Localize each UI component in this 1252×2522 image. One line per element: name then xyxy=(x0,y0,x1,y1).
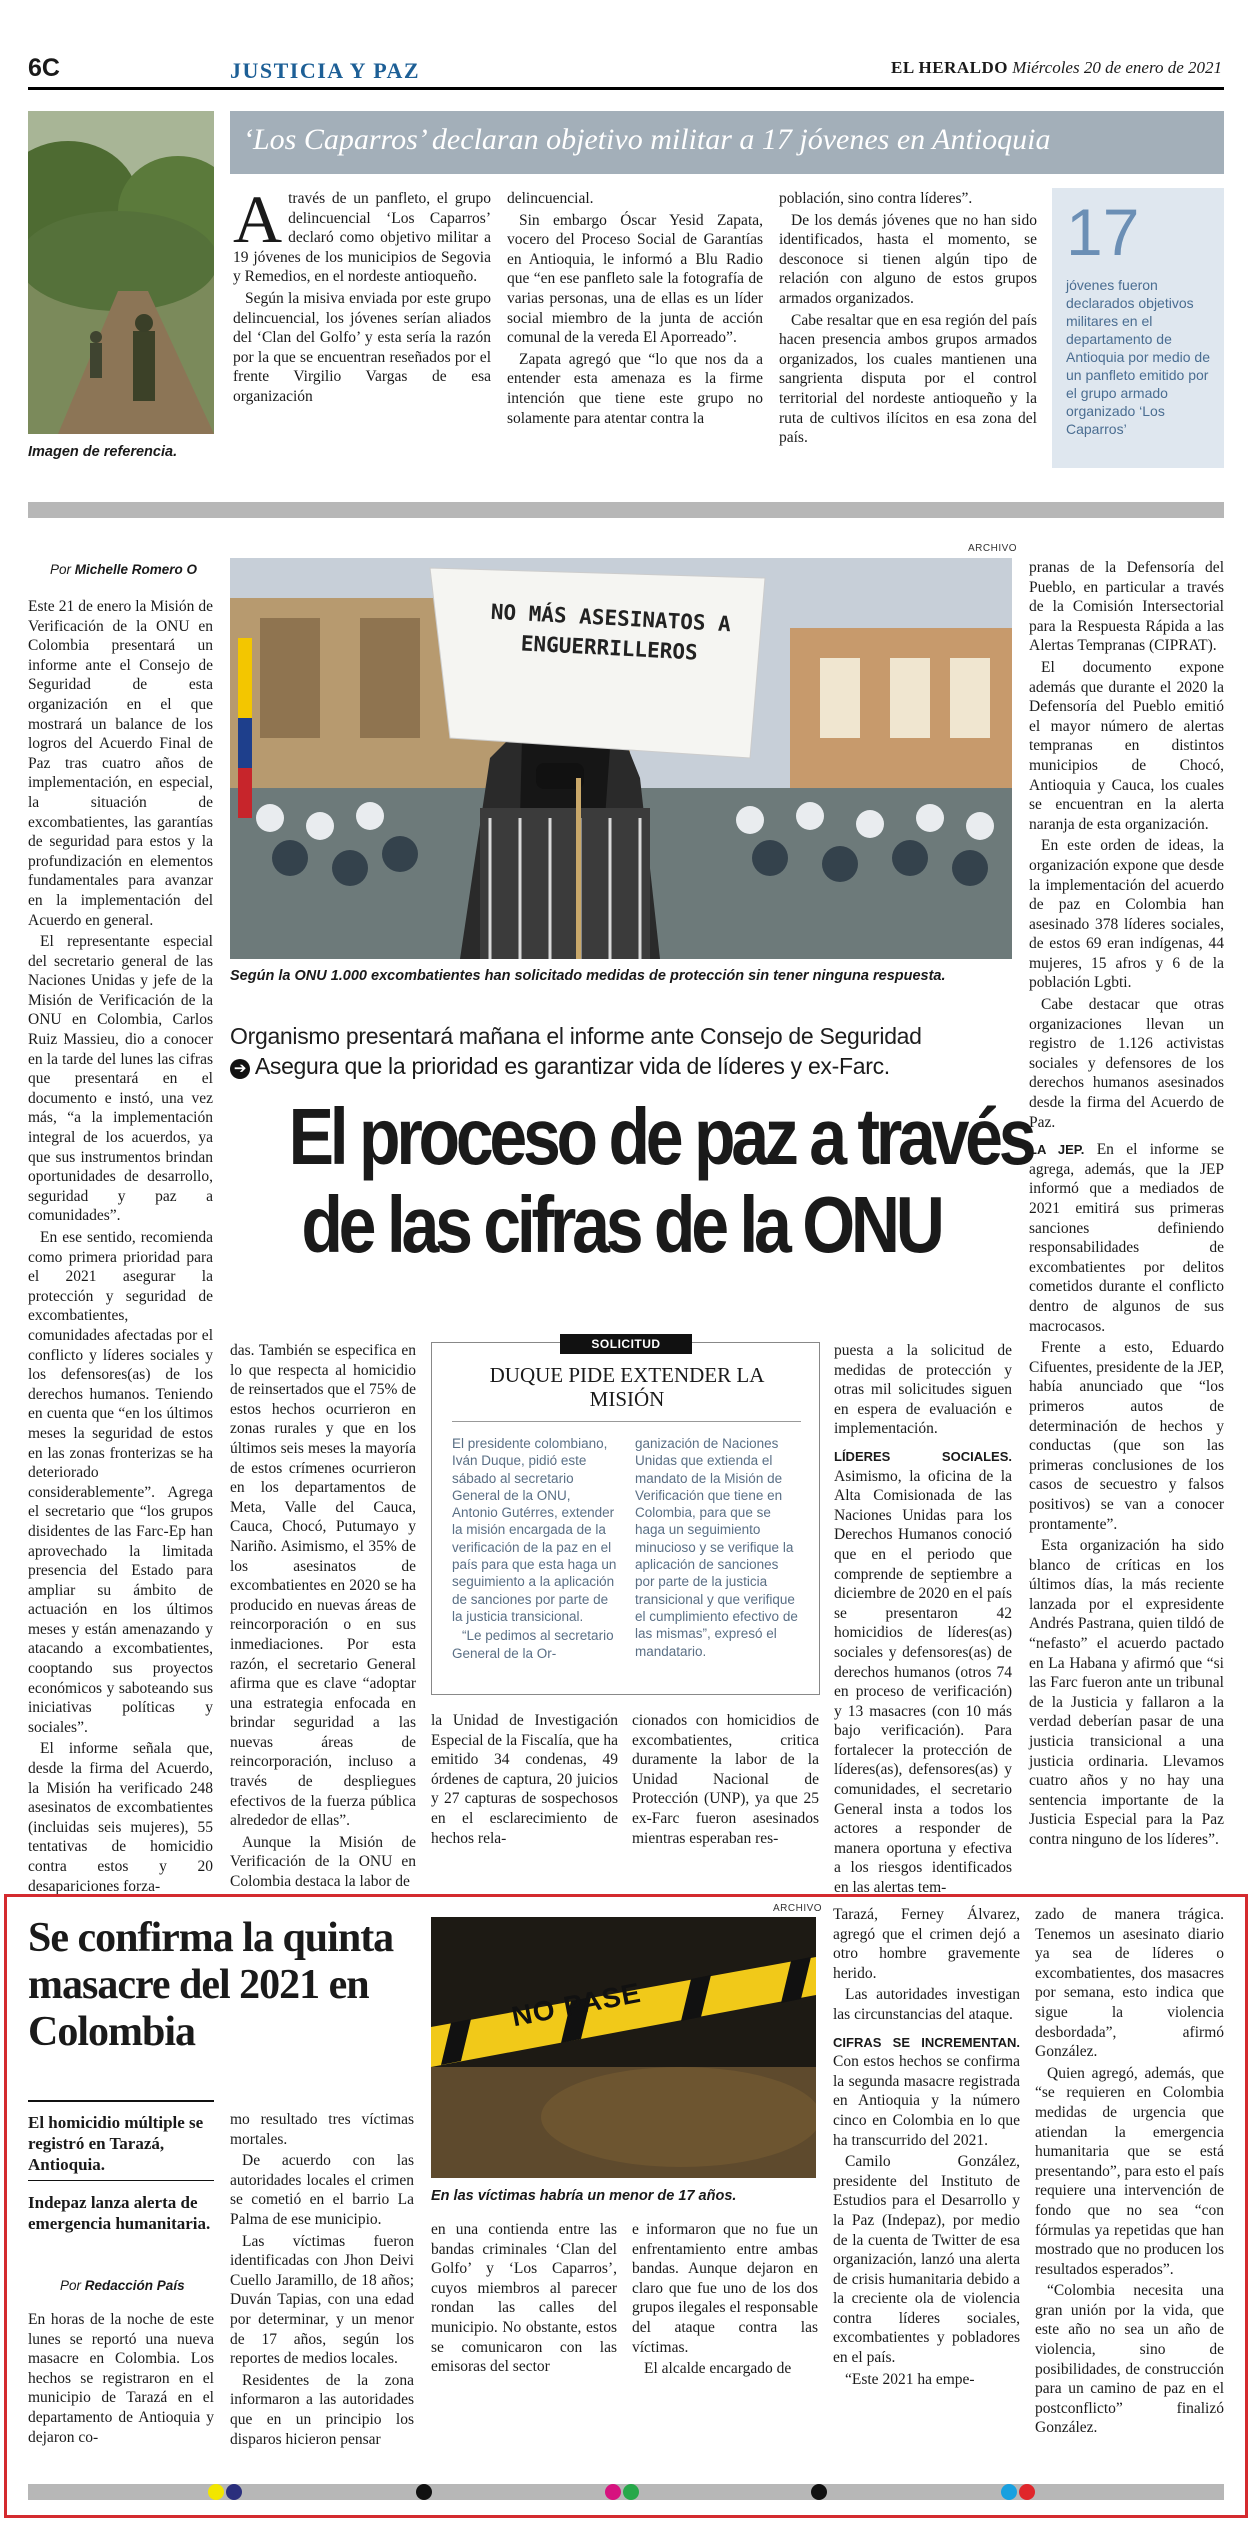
main-kicker: Organismo presentará mañana el informe ante Consejo de Seguridad xyxy=(230,1023,922,1049)
mid-col3-p1: cionados con homicidios de excombatientes, critica duramente la labor de la Unidad Nacional de Protección (UNP), ya que 25 ex-Farc fueron asesinados mientras esperaban res- xyxy=(632,1712,819,1847)
main-photo-caption: Según la ONU 1.000 excombatientes han solicitado medidas de protección sin tener ninguna respuesta. xyxy=(230,968,946,984)
mid-col2-p1: la Unidad de Investigación Especial de la Fiscalía, que ha emitido 34 condenas, 49 órdenes de captura, 20 juicios y 27 capturas de sospechosos en el esclarecimiento de hechos rela- xyxy=(431,1712,618,1847)
byline-prefix: Por xyxy=(50,562,72,577)
registration-dot-black-2 xyxy=(811,2484,827,2500)
fact-number: 17 xyxy=(1066,195,1140,269)
box-col1-p2: “Le pedimos al secretario General de la Or- xyxy=(452,1628,614,1661)
runin-jep: LA JEP. xyxy=(1029,1142,1085,1158)
bottom-col6-p1: zado de manera trágica. Tenemos un asesinato diario ya sea de líderes o excombatientes, dos masacres por semana, esto indica que sigue la violencia desbordada”, afirmó González. xyxy=(1035,1906,1224,2061)
top-col3-p2: De los demás jóvenes que no han sido identificados, hasta el momento, se desconoce si tienen algún tipo de relación con alguno de estos grupos armados organizados. xyxy=(779,211,1037,307)
main-mid-col2 xyxy=(431,1711,618,1850)
bottom-subhead1: El homicidio múltiple se registró en Tarazá, Antioquia. xyxy=(28,2113,204,2174)
top-divider-bar xyxy=(28,502,1224,518)
bottom-byline xyxy=(60,2278,185,2293)
bottom-col2-p1: mo resultado tres víctimas mortales. xyxy=(230,2111,414,2148)
runin-lideres: LÍDERES SOCIALES. xyxy=(834,1448,1012,1464)
tape-text: NO PASE xyxy=(509,1976,644,2033)
bottom-col5-p5: “Este 2021 ha empe- xyxy=(845,2370,975,2388)
right-col-p7: Esta organización ha sido blanco de críticas en los últimos días, la más reciente lanzada por el expresidente Andrés Pastrana, quien tildó de “nefasto” el acuerdo pactado en La Habana y afirmó que “si las Farc fueron ante un tribunal de la Justicia y fallaron a la verdad deberían pasar de una justicia transicional a una justicia ordinaria. Llevamos cuatro años y no hay una sentencia importante de la Justicia Especial para la Paz contra ninguno de los líderes”. xyxy=(1029,1537,1224,1848)
bottom-col6-p2: Quien agregó, además, que “se requieren en Colombia medidas de urgencia que atiendan la emergencia humanitaria que se está presentando”, para esto el país requiere una intervención de fondo que no sea “con fórmulas ya repetidas que han mostrado que no producen los resultados esperados”. xyxy=(1035,2064,1224,2278)
top-col2-p2: Sin embargo Óscar Yesid Zapata, vocero del Proceso Social de Garantías en Antioquia, le informó a Blu Radio que “en ese panfleto sale la fotografía de varias personas, una de ellas es un líder social miembro de la junta de acción comunal de la vereda El Aporreado”. xyxy=(507,211,763,347)
masthead-name: EL HERALDO xyxy=(891,58,1008,77)
bottom-headline: Se confirma la quinta masacre del 2021 en Colombia xyxy=(28,1915,394,2055)
main-byline xyxy=(50,562,197,577)
registration-dot-black xyxy=(416,2484,432,2500)
main-headline-line1: El proceso de paz a través xyxy=(288,1092,1033,1181)
top-col3-p1: población, sino contra líderes”. xyxy=(779,190,973,207)
masthead-date xyxy=(891,58,1222,78)
box-col1-p1: El presidente colombiano, Iván Duque, pidió este sábado al secretario General de la ONU, Antonio Gutérres, extender la misión encargada de la verificación de la paz en el país para que esta haga un seguimiento a la aplicación de sanciones por parte de la justicia transicional. xyxy=(452,1436,617,1624)
registration-dot-cyan xyxy=(1001,2484,1017,2500)
bottom-col5-p3: Con estos hechos se confirma la segunda masacre registrada en Antioquia y la número cinco en Colombia en lo que ha transcurrido del 2021. xyxy=(833,2053,1020,2149)
right-col-p4: Cabe destacar que otras organizaciones llevan un registro de 1.126 activistas sociales y defensores de los derechos humanos asesinados desde la firma del Acuerdo de Paz. xyxy=(1029,996,1224,1131)
bottom-col1 xyxy=(28,2310,214,2449)
arrow-circle-icon: ➔ xyxy=(230,1059,250,1079)
bottom-col6-p3: “Colombia necesita una gran unión por la vida, que este año no sea un año de violencia, sino de posibilidades, de construcción para un camino de paz en el postconflicto” finalizó González. xyxy=(1035,2282,1224,2437)
issue-date: Miércoles 20 de enero de 2021 xyxy=(1012,58,1222,77)
footer-bar xyxy=(28,2484,1224,2500)
mid-col1-p1: das. También se especifica en lo que respecta al homicidio de reinsertados que el 75% de estos hechos ocurrieron en zonas rurales y que en los últimos seis meses la mayoría de estos crímenes ocurrieron en los departamentos de Meta, Valle del Cauca, Cauca, Chocó, Putumayo y Nariño. Asimismo, el 35% de los asesinatos de excombatientes en 2020 se ha producido en nuevas áreas de reincorporación o en sus inmediaciones. Por esta razón, el secretario General afirma que es clave “adoptar una estrategia enfocada en brindar seguridad a las nuevas áreas de reincorporación, incluso a través de despliegues efectivos de la fuerza pública alrededor de ellas”. xyxy=(230,1342,416,1830)
bottom-rule1 xyxy=(28,2100,214,2102)
bottom-photo-caption: En las víctimas habría un menor de 17 años. xyxy=(431,2188,737,2204)
top-col1 xyxy=(233,181,491,409)
page-number: 6C xyxy=(28,54,60,82)
bottom-byline-prefix: Por xyxy=(60,2278,82,2293)
bottom-col2-p4: Residentes de la zona informaron a las autoridades que en un principio los disparos hicieron pensar xyxy=(230,2371,414,2448)
registration-dot-navy xyxy=(226,2484,242,2500)
top-col3-p3: Cabe resaltar que en esa región del país hacen presencia ambos grupos armados organizados, los cuales mantienen una sangrienta disputa por el control territorial del nordeste antioqueño y la ruta de cultivos ilícitos en esa zona del país. xyxy=(779,311,1037,447)
bottom-photo-credit: ARCHIVO xyxy=(773,1903,823,1914)
registration-dot-yellow xyxy=(208,2484,224,2500)
protest-sign-text: NO MÁS ASESINATOS A ENGUERRILLEROS xyxy=(490,599,732,665)
tape-illustration xyxy=(431,1917,816,2178)
byline-name: Michelle Romero O xyxy=(74,562,198,577)
top-col2 xyxy=(507,189,763,430)
mid-col1-p2: Aunque la Misión de Verificación de la ONU en Colombia destaca la labor de xyxy=(230,1833,416,1891)
main-left-p1: Este 21 de enero la Misión de Verificación de la ONU en Colombia presentará un informe ante el Consejo de Seguridad de esta organización en el que mostrará un balance de los logros del Acuerdo Final de Paz tras cuatro años de implementación, en especial, la situación de excombatientes, las garantías de seguridad para estos y la profundización en elementos fundamentales para avanzar en la implementación del Acuerdo en general. xyxy=(28,598,213,929)
top-col3 xyxy=(779,189,1037,450)
bottom-col2-p2: De acuerdo con las autoridades locales el crimen se cometió en el barrio La Palma de ese municipio. xyxy=(230,2152,414,2228)
registration-dot-magenta xyxy=(605,2484,621,2500)
registration-dot-red xyxy=(1019,2484,1035,2500)
main-deck xyxy=(230,1053,890,1080)
mid-col4-p2: Asimismo, la oficina de la Alta Comisionada de las Naciones Unidas para los Derechos Humanos conoció que en el periodo que comprende de septiembre a diciembre de 2020 en el país se presentaron 42 homicidios de líderes(as) sociales y defensores(as) de derechos humanos (otros 74 en proceso de verificación) y 13 masacres (con 10 más bajo verificación). Para fortalecer la protección de líderes(as), defensores(as) y comunidades, el secretario General insta a todos los actores a responder de manera oportuna y efectiva a los riesgos identificados en las alertas tem- xyxy=(834,1467,1012,1897)
right-col-p6: Frente a esto, Eduardo Cifuentes, presidente de la JEP, había anunciado que “los primeros autos de determinación de hechos y conductas (que son las primeras conclusiones de los casos de secuestro y falsos positivos) se van a conocer prontamente”. xyxy=(1029,1339,1224,1533)
main-right-col xyxy=(1029,558,1224,1852)
main-headline-line2: de las cifras de la ONU xyxy=(301,1180,941,1269)
fact-text: jóvenes fueron declarados objetivos militares en el departamento de Antioquia por medio de un panfleto emitido por el grupo armado organizado ‘Los Caparros’ xyxy=(1066,277,1210,437)
bottom-col4 xyxy=(632,2220,818,2381)
main-headline xyxy=(288,1092,1033,1269)
box-label: SOLICITUD xyxy=(560,1334,692,1354)
bottom-col5-text xyxy=(833,1905,1020,2391)
bottom-col3 xyxy=(431,2220,617,2379)
box-title: DUQUE PIDE EXTENDER LA MISIÓN xyxy=(489,1363,765,1411)
right-col-p2: El documento expone además que durante el 2020 la Defensoría del Pueblo emitió el mayor número de alertas tempranas en distintos municipios de Chocó, Antioquia y Cauca, los cuales se encuentran en la alerta naranja de esta organización. xyxy=(1029,658,1224,833)
mid-col4-p1: puesta a la solicitud de medidas de protección y otras mil solicitudes siguen en espera de evaluación e implementación. xyxy=(834,1342,1012,1438)
soldier-illustration xyxy=(28,111,214,434)
bottom-col4-p2: El alcalde encargado de xyxy=(644,2360,792,2378)
fact-sidebar xyxy=(1052,188,1224,468)
tape-photo xyxy=(431,1917,816,2178)
right-col-p1: pranas de la Defensoría del Pueblo, en particular a través de la Comisión Intersectorial para la Respuesta Rápida a las Alertas Tempranas (CIPRAT). xyxy=(1029,559,1224,655)
registration-dot-green xyxy=(623,2484,639,2500)
header-rule xyxy=(28,87,1224,90)
bottom-col5-p1: Tarazá, Ferney Álvarez, agregó que el crimen dejó a otro hombre gravemente herido. xyxy=(833,1906,1020,1982)
box-rule xyxy=(452,1421,801,1422)
main-left-p4: El informe señala que, desde la firma del Acuerdo, la Misión ha verificado 248 asesinatos de excombatientes (incluidas seis mujeres), 55 tentativas de homicidio contra estos y 20 desapariciones forza- xyxy=(28,1740,213,1895)
runin-cifras: CIFRAS SE INCREMENTAN. xyxy=(833,2034,1020,2050)
main-deck-text: Asegura que la prioridad es garantizar vida de líderes y ex-Farc. xyxy=(254,1053,890,1079)
box-col2: ganización de Naciones Unidas que extienda el mandato de la Misión de Verificación que tiene en Colombia, para que se haga un seguimiento minucioso y se verifique la aplicación de sanciones por parte de la justicia transicional y que verifique el cumplimiento efectivo de las mismas”, expresó el mandatario. xyxy=(635,1436,798,1659)
bottom-col6 xyxy=(1035,1905,1224,2440)
bottom-col2-p3: Las víctimas fueron identificadas con Jhon Deivi Cuello Jaramillo, de 18 años; Duván Tapias, con una edad por determinar, y un menor de 17 años, según los reportes de medios locales. xyxy=(230,2232,414,2368)
section-title: JUSTICIA Y PAZ xyxy=(230,58,421,83)
main-mid-col1 xyxy=(230,1341,416,1894)
protest-photo xyxy=(230,558,1012,959)
bottom-col4-p1: e informaron que no fue un enfrentamiento entre ambas bandas. Aunque dejaron en claro que fue uno de los dos grupos ilegales el responsable del ataque contra las víctimas. xyxy=(632,2221,818,2356)
top-col1-p2: Según la misiva enviada por este grupo delincuencial, los jóvenes serían aliados del ‘Clan del Golfo’ y esta sería la razón por la que se encuentran reseñados por el frente Virgilio Vargas de esa organización xyxy=(233,289,491,405)
main-photo-credit: ARCHIVO xyxy=(968,543,1018,554)
solicitud-box xyxy=(431,1337,820,1695)
main-left-p2: El representante especial del secretario general de las Naciones Unidas y jefe de la Misión de Verificación de la ONU en Colombia, Carlos Ruiz Massieu, dio a conocer en la tarde del lunes las cifras que presentará en el documento e instó, una vez más, “a la implementación integral de los acuerdos, ya que sus instrumentos brindan oportunidades de desarrollo, seguridad y paz a comunidades”. xyxy=(28,933,213,1225)
drop-cap: A xyxy=(233,181,283,257)
soldier-photo xyxy=(28,111,214,434)
top-image-caption: Imagen de referencia. xyxy=(28,444,178,460)
bottom-rule2 xyxy=(28,2180,214,2181)
bottom-col5-p2: Las autoridades investigan las circunstancias del ataque. xyxy=(833,1986,1020,2023)
main-mid-col3 xyxy=(632,1711,819,1850)
bottom-col5-p4: Camilo González, presidente del Instituto de Estudios para el Desarrollo y la Paz (Indepaz), por medio de la cuenta de Twitter de esa organización, lanzó una alerta de crisis humanitaria debido a la creciente ola de violencia contra líderes sociales, excombatientes y pobladores en el país. xyxy=(833,2153,1020,2367)
bottom-col1-p1: En horas de la noche de este lunes se reportó una nueva masacre en Colombia. Los hechos se registraron en el municipio de Tarazá en el departamento de Antioquia y dejaron co- xyxy=(28,2311,214,2446)
bottom-col3-p1: en una contienda entre las bandas criminales ‘Clan del Golfo’ y ‘Los Caparros’, cuyos miembros al parecer rondan las calles del municipio. No obstante, estos se comunicaron con las emisoras del sector xyxy=(431,2221,617,2376)
right-col-p5: En el informe se agrega, además, que la JEP informó que a mediados de 2021 emitirá sus primeras sanciones definiendo responsabilidades de excombatientes por delitos cometidos durante el conflicto dentro de algunos de sus macrocasos. xyxy=(1029,1141,1225,1335)
box-col1 xyxy=(452,1435,618,1662)
top-col2-p3: Zapata agregó que “lo que nos da a entender esta amenaza es la firme intención que tiene este grupo no solamente para atentar contra la xyxy=(507,350,763,427)
top-headline-banner xyxy=(230,111,1224,174)
main-left-p3: En ese sentido, recomienda como primera prioridad para el 2021 asegurar la protección y seguridad de excombatientes, comunidades afectadas por el conflicto y líderes sociales y los defensores(as) de los derechos humanos. Teniendo en cuenta que “en los últimos meses la seguridad de estos en las zonas fronterizas se ha deteriorado considerablemente”. Agrega el secretario que “los grupos disidentes de las Farc-Ep han aprovechado la limitada presencia del Estado para ampliar su ámbito de actuación en los últimos meses y están amenazando y atacando a excombatientes, cooptando sus proyectos económicos y saboteando sus iniciativas políticas y sociales”. xyxy=(28,1229,213,1736)
right-col-p3: En este orden de ideas, la organización expone que desde la implementación del acuerdo de paz en Colombia han asesinado 378 líderes sociales, de estos 69 eran indígenas, 44 mujeres, 15 afros y 6 de la población Lgbti. xyxy=(1029,837,1224,992)
main-mid-col4 xyxy=(834,1341,1012,1900)
bottom-col2 xyxy=(230,2110,414,2451)
bottom-byline-name: Redacción País xyxy=(84,2278,185,2293)
top-headline: ‘Los Caparros’ declaran objetivo militar a 17 jóvenes en Antioquia xyxy=(243,123,1051,156)
bottom-subhead2: Indepaz lanza alerta de emergencia humanitaria. xyxy=(28,2193,211,2233)
main-left-col xyxy=(28,597,213,1898)
top-col1-p1: través de un panfleto, el grupo delincuencial ‘Los Caparros’ declaró como objetivo militar a 19 jóvenes de los municipios de Segovia y Remedios, en el nordeste antioqueño. xyxy=(233,190,491,286)
top-col2-p1: delincuencial. xyxy=(507,190,594,207)
